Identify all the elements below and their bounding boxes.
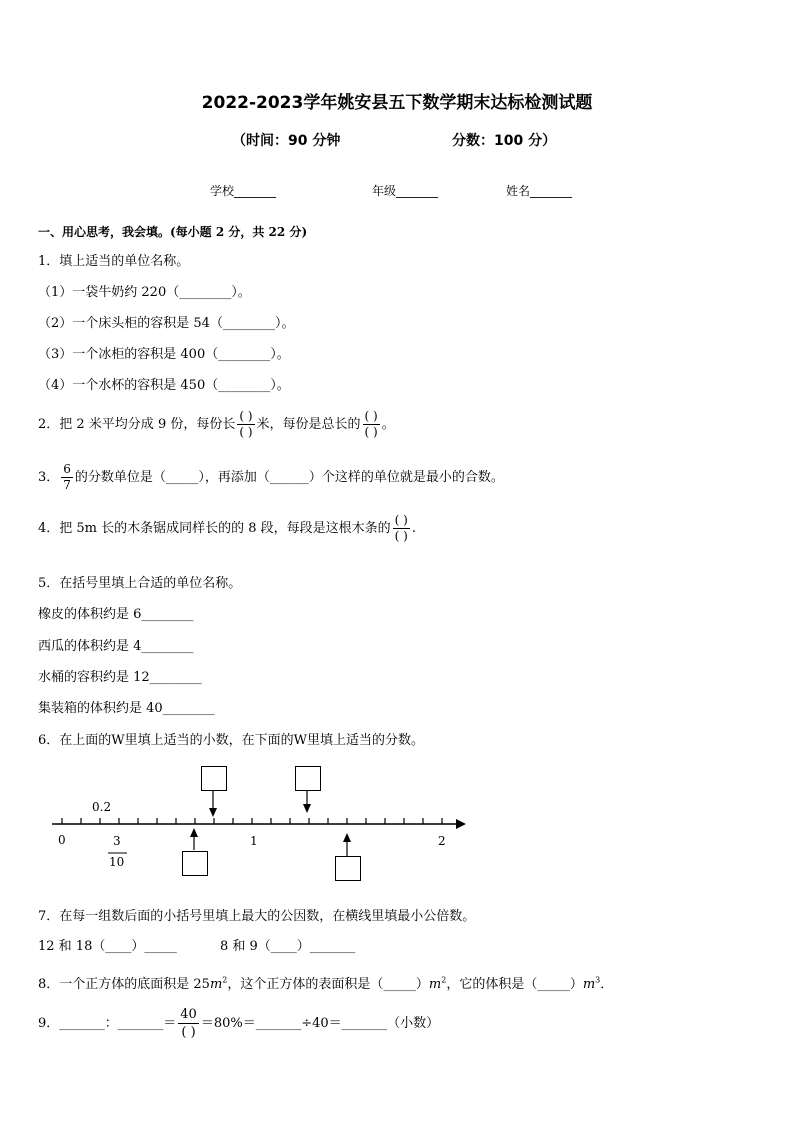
fraction-denominator: 7 [63,478,71,492]
label-frac-num: 3 [113,834,121,848]
q5-item[interactable]: 西瓜的体积约是 4________ [38,639,194,654]
label-zero: 0 [58,833,66,847]
q1-item[interactable]: （2）一个床头柜的容积是 54（________）。 [38,316,295,331]
q8-text-3: ，它的体积是（_____） [446,977,583,992]
fraction-numerator: ( ) [364,409,378,423]
arrow-up-2-head [343,833,351,842]
q3-text[interactable]: 的分数单位是（_____），再添加（______）个这样的单位就是最小的合数。 [74,470,504,485]
section-heading: 一、用心思考，我会填。(每小题 2 分，共 22 分) [38,225,308,239]
answer-box-bottom-2[interactable] [335,856,361,881]
q2-text-2: 米，每份是总长的 [256,417,361,432]
q9-fraction[interactable] [178,1006,199,1041]
q5-item[interactable]: 橡皮的体积约是 6________ [38,607,194,622]
fraction-numerator: 6 [63,462,71,476]
fraction-numerator: 40 [180,1007,197,1022]
q7-part-b[interactable]: 8 和 9（____）_______ [220,939,356,954]
arrow-down-1-head [209,808,217,817]
unit: m [428,977,442,992]
q9-text-2: ＝80%＝_______÷40＝_______（小数） [200,1016,440,1031]
q5-item[interactable]: 集装箱的体积约是 40________ [38,701,215,716]
q8-text-4: ． [600,977,614,992]
fraction-denominator: ( ) [364,425,378,439]
q7-stem: 7．在每一组数后面的小括号里填上最大的公因数，在横线里填最小公倍数。 [38,909,476,924]
fraction-denominator: ( ) [181,1025,196,1040]
q8-text-2: ，这个正方体的表面积是（_____） [227,977,429,992]
exponent: 2 [441,975,447,985]
q1-item[interactable]: （4）一个水杯的容积是 450（________）。 [38,378,290,393]
fraction-numerator: ( ) [394,513,408,527]
q9-text-1: 9．_______：_______＝ [38,1016,177,1031]
unit: m [582,977,596,992]
arrow-down-2-head [303,804,311,813]
axis-arrow [456,819,466,829]
q5-stem: 5．在括号里填上合适的单位名称。 [38,576,242,591]
q1-stem: 1．填上适当的单位名称。 [38,254,190,269]
arrow-up-1-head [190,828,198,837]
label-one: 1 [250,834,258,848]
school-field[interactable]: 学校_______ [210,184,277,198]
grade-field[interactable]: 年级_______ [372,184,439,198]
q5-item[interactable]: 水桶的容积约是 12________ [38,670,202,685]
label-two: 2 [438,834,446,848]
answer-box-top-2[interactable] [295,766,321,791]
exam-score: 分数：100 分） [452,133,557,149]
fraction-denominator: ( ) [239,425,253,439]
q8-line[interactable] [38,973,613,992]
answer-box-bottom-1[interactable] [182,851,208,876]
q4-text-1: 4．把 5m 长的木条锯成同样长的的 8 段，每段是这根木条的 [38,521,391,536]
label-point-two: 0.2 [92,800,112,814]
name-field[interactable]: 姓名_______ [506,184,573,198]
q6-stem: 6．在上面的W里填上适当的小数，在下面的W里填上适当的分数。 [38,733,424,748]
q8-text-1: 8．一个正方体的底面积是 25 [38,977,210,992]
fraction-numerator: ( ) [239,409,253,423]
q1-item[interactable]: （3）一个冰柜的容积是 400（________）。 [38,347,290,362]
q1-item[interactable]: （1）一袋牛奶约 220（________）。 [38,285,251,300]
q9-line[interactable] [38,1006,439,1041]
page-title: 2022-2023学年姚安县五下数学期末达标检测试题 [201,93,593,113]
axis-ticks [62,818,442,824]
fraction-denominator: ( ) [394,529,408,543]
q3-number: 3． [38,470,60,485]
q2-text-3: 。 [381,417,395,432]
q7-part-a[interactable]: 12 和 18（____）_____ [38,939,177,954]
answer-box-top-1[interactable] [201,766,227,791]
unit: m [209,977,223,992]
exam-time: （时间：90 分钟 [232,133,341,149]
exponent: 3 [595,975,601,985]
exponent: 2 [222,975,228,985]
q2-text-1: 2．把 2 米平均分成 9 份，每份长 [38,417,236,432]
label-frac-den: 10 [109,855,125,869]
q4-text-2: . [411,521,416,536]
